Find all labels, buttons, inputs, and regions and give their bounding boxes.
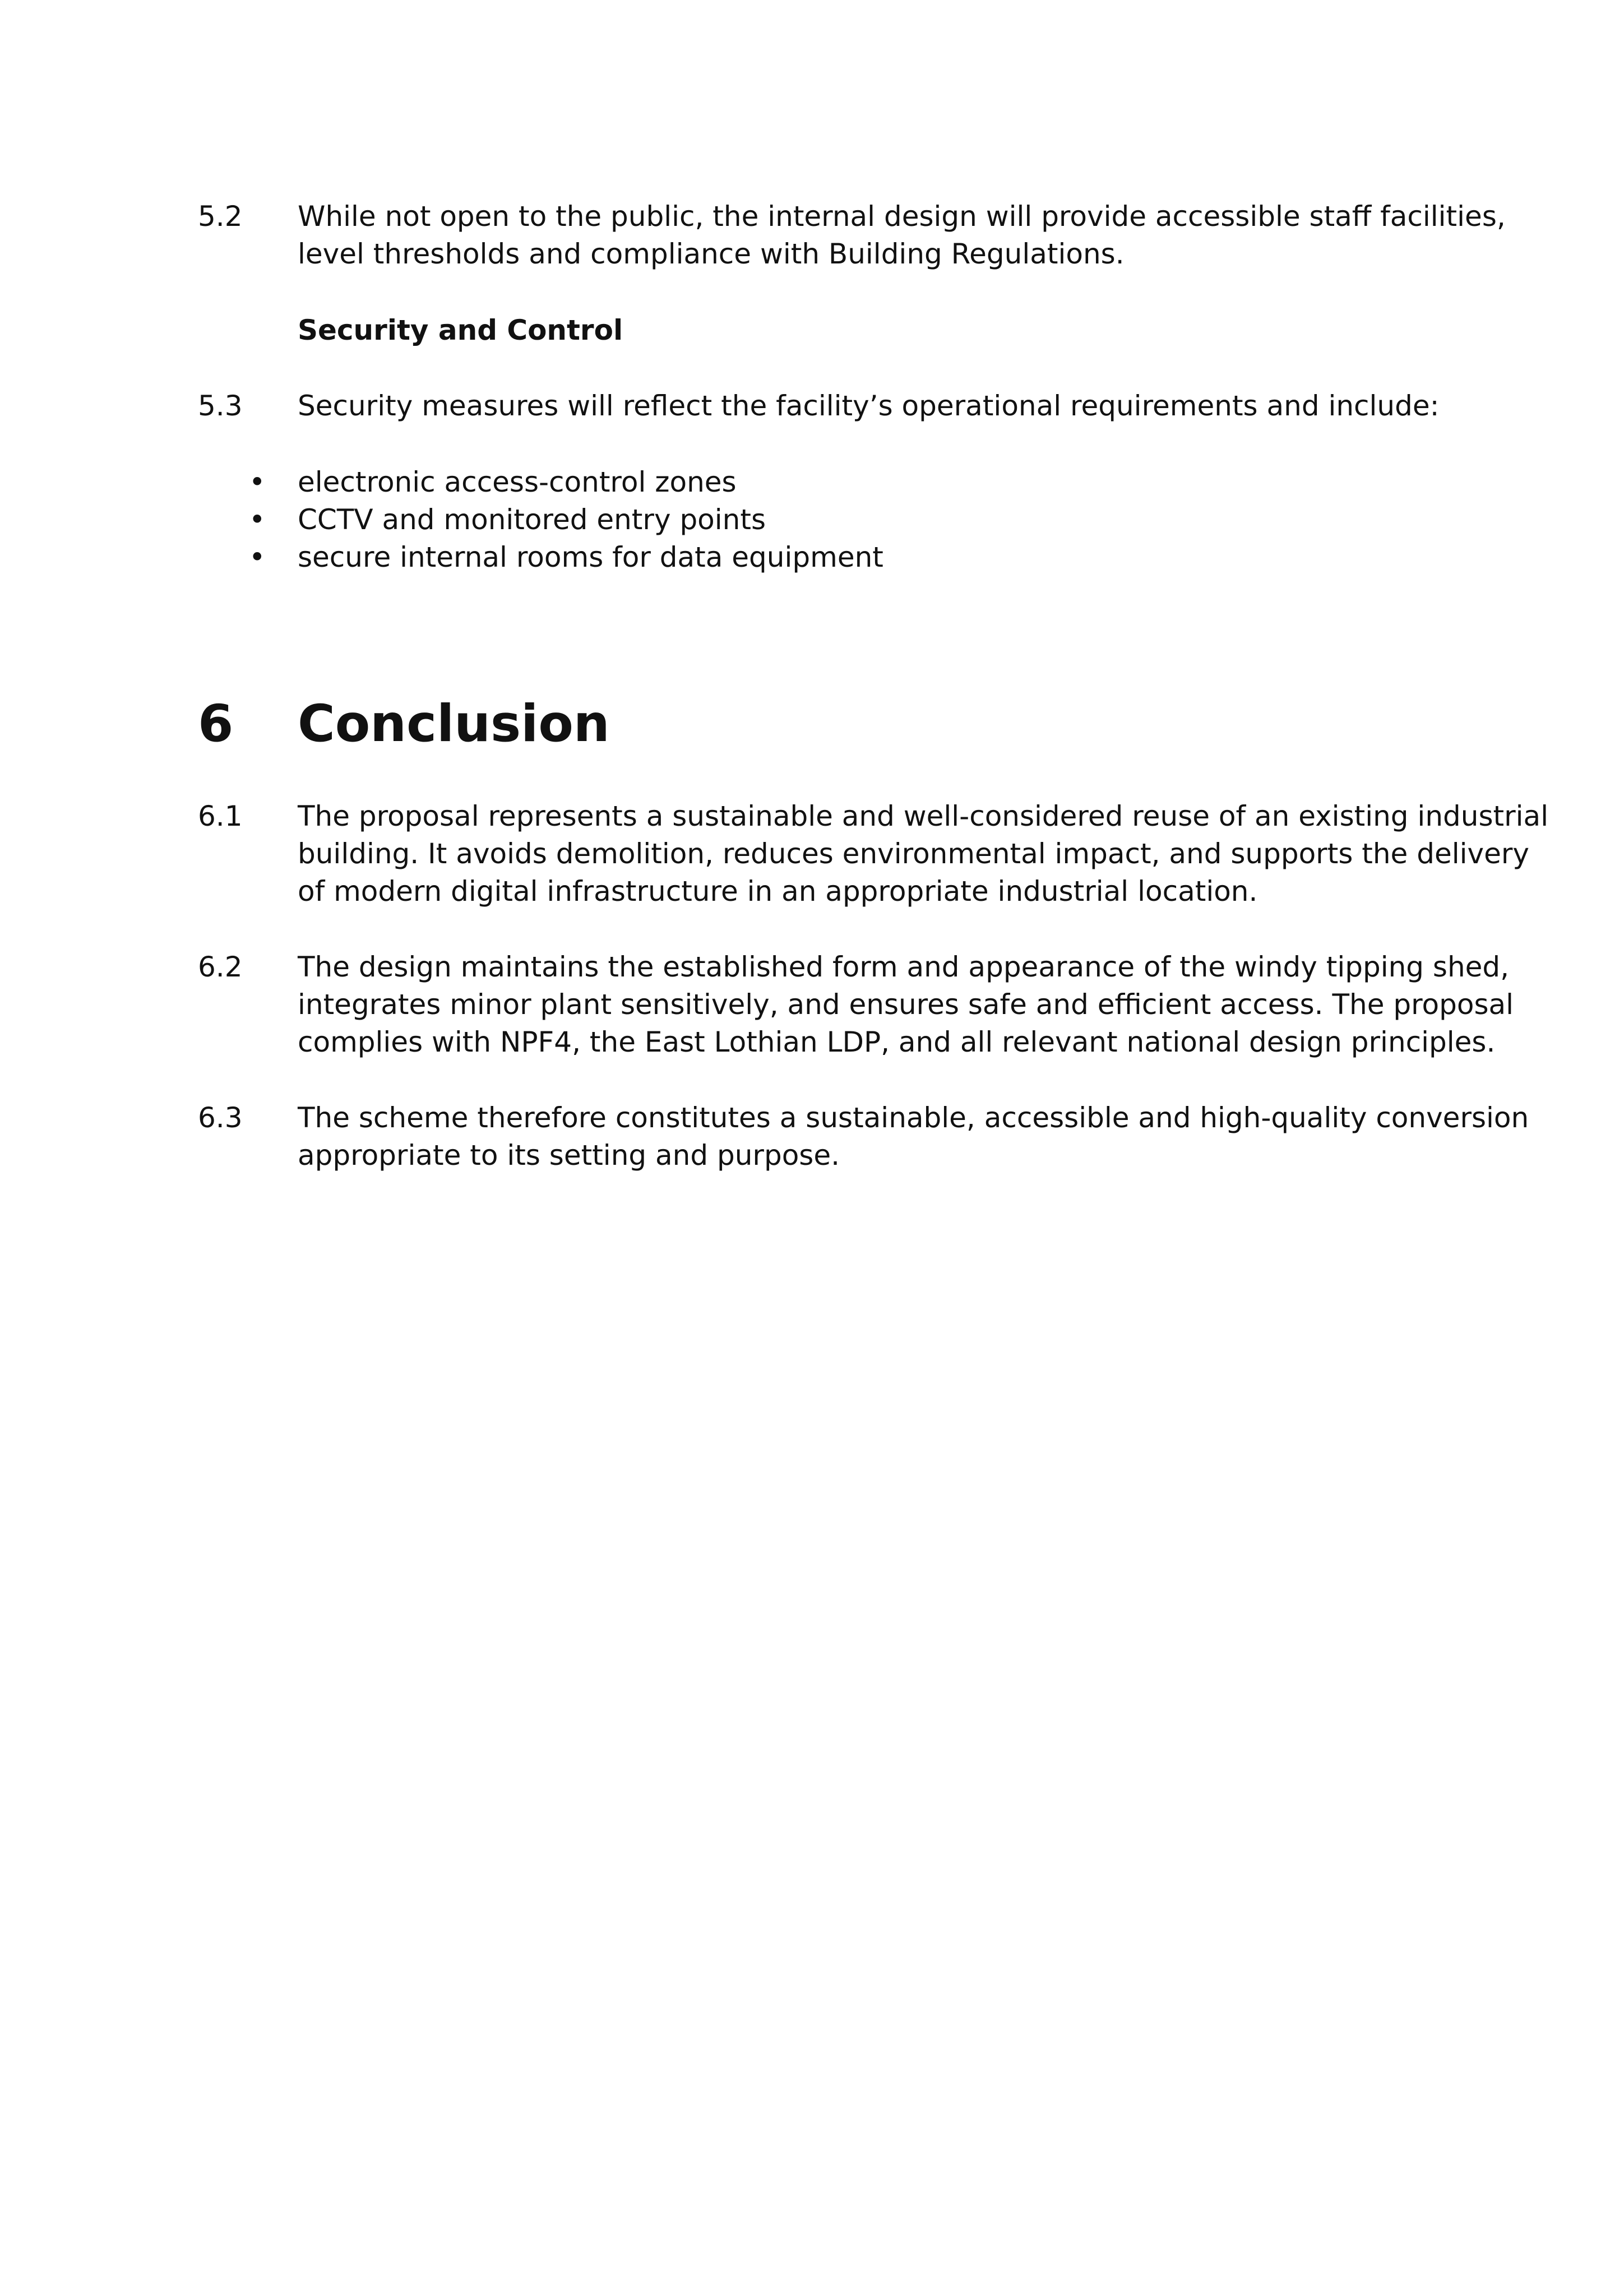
paragraph-line: The design maintains the established form and appearance of the windy tipping shed, [298,951,1510,983]
paragraph-line: The scheme therefore constitutes a sustainable, accessible and high-quality conversion [298,1101,1529,1134]
paragraph-6-2 [298,948,1514,1061]
list-item-text: electronic access-control zones [298,466,737,498]
paragraph-line: building. It avoids demolition, reduces environmental impact, and supports the delivery [298,837,1529,870]
paragraph-line: complies with NPF4, the East Lothian LDP, and all relevant national design principles. [298,1026,1496,1058]
bullet-icon: • [249,503,266,536]
list-item-text: CCTV and monitored entry points [298,503,766,536]
list-item-text: secure internal rooms for data equipment [298,541,883,573]
paragraph-5-2 [298,198,1509,273]
paragraph-6-3 [298,1099,1529,1174]
paragraph-number-5-2: 5.2 [198,200,243,233]
paragraph-number-6-1: 6.1 [198,800,243,832]
subheading-security-and-control: Security and Control [298,314,623,346]
section-title: Conclusion [298,695,610,753]
bullet-icon: • [249,541,266,573]
paragraph-6-1 [298,798,1549,910]
paragraph-line: appropriate to its setting and purpose. [298,1139,840,1172]
paragraph-line: The proposal represents a sustainable and well-considered reuse of an existing industrial [298,800,1549,832]
paragraph-number-5-3: 5.3 [198,390,243,422]
section-number: 6 [198,695,234,753]
paragraph-line: of modern digital infrastructure in an appropriate industrial location. [298,875,1258,908]
paragraph-line: While not open to the public, the internal design will provide accessible staff facilities, [298,200,1506,233]
paragraph-number-6-2: 6.2 [198,951,243,983]
paragraph-5-3 [298,387,1509,425]
paragraph-line: Security measures will reflect the facility’s operational requirements and include: [298,390,1440,422]
paragraph-line: integrates minor plant sensitively, and ensures safe and efficient access. The proposal [298,988,1514,1021]
bullet-icon: • [249,466,266,498]
paragraph-number-6-3: 6.3 [198,1101,243,1134]
paragraph-line: level thresholds and compliance with Building Regulations. [298,238,1125,270]
